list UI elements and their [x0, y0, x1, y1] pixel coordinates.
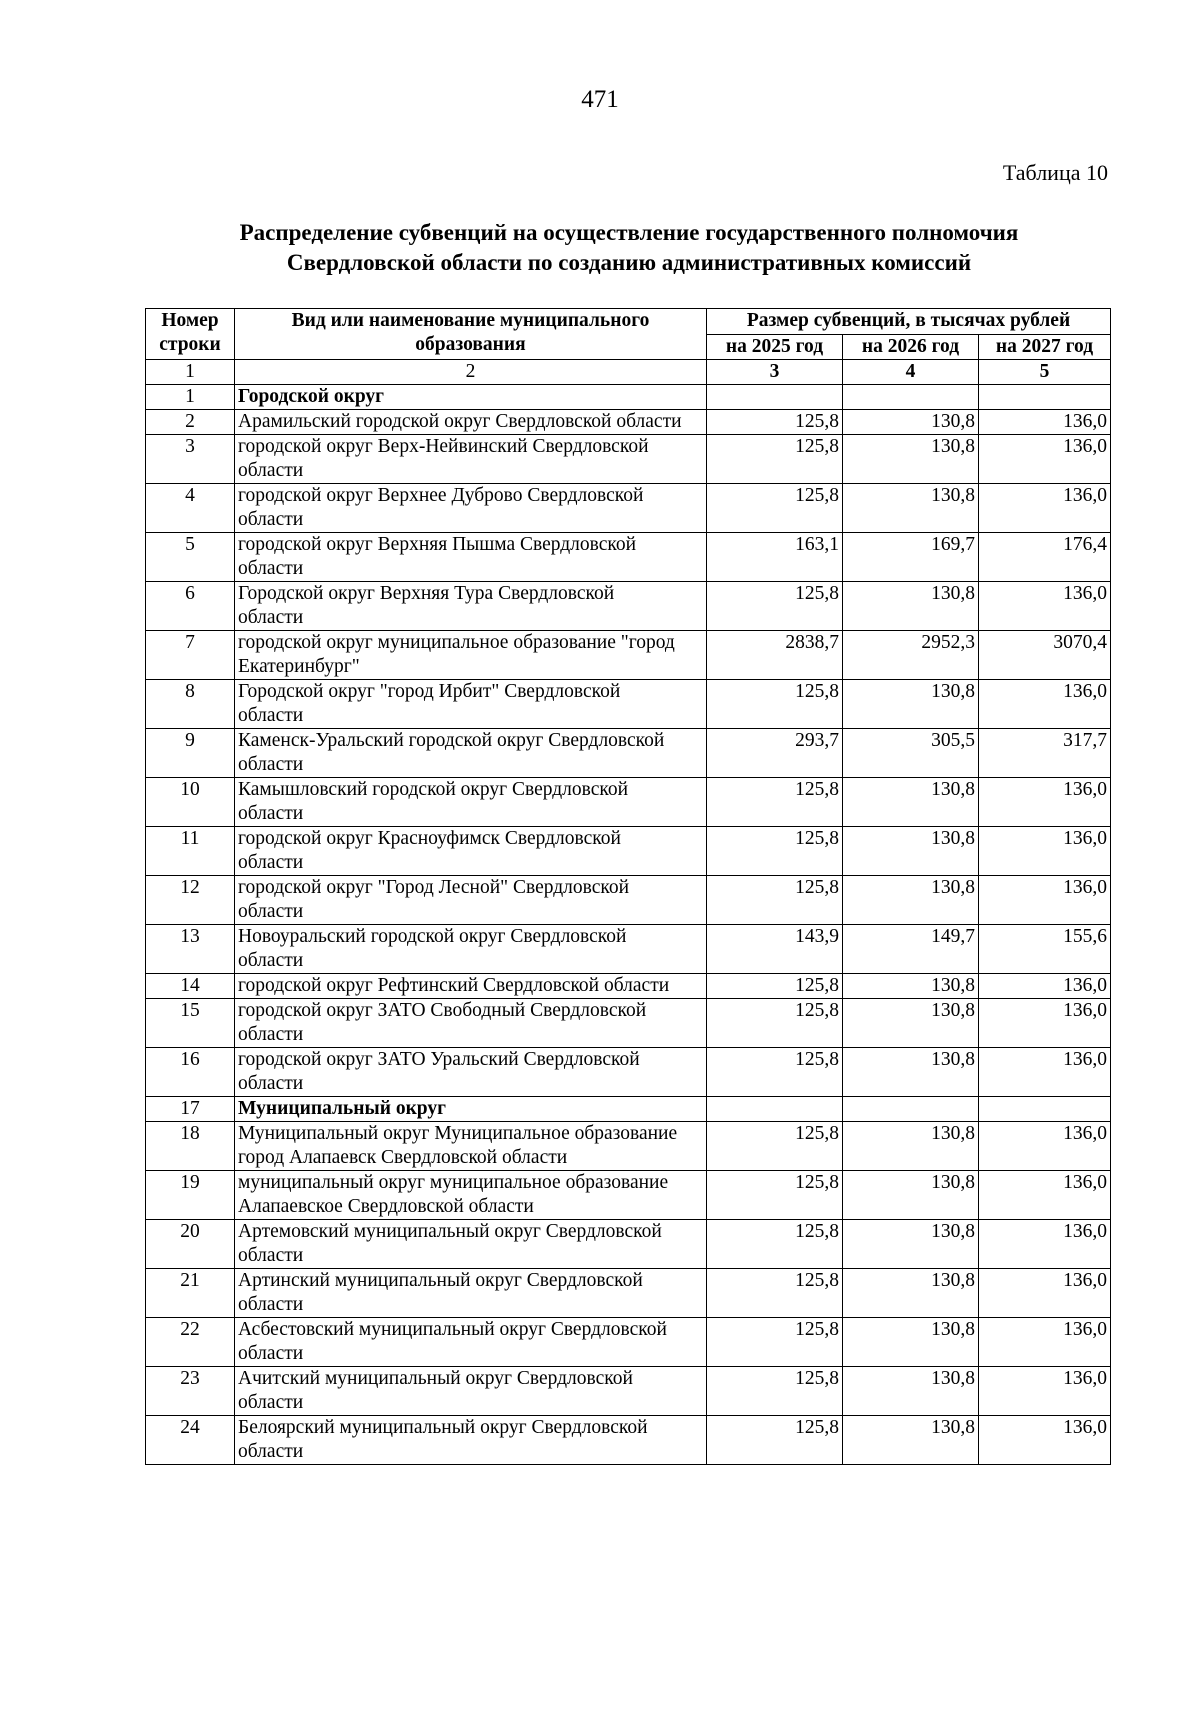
table-row — [146, 1269, 1111, 1318]
table-row — [146, 827, 1111, 876]
amount-2026: 130,8 — [843, 1269, 979, 1318]
page-number: 471 — [581, 86, 619, 113]
municipality-name-line-2: области — [238, 1343, 304, 1364]
amount-2026: 130,8 — [843, 1367, 979, 1416]
amount-2027: 136,0 — [979, 1122, 1111, 1171]
title-line-2: Свердловской области по созданию административных комиссий — [286, 250, 972, 275]
header-name — [235, 309, 707, 360]
row-number: 3 — [146, 435, 235, 484]
municipality-name — [235, 484, 707, 533]
column-number: 3 — [707, 360, 843, 385]
municipality-name — [235, 1097, 707, 1122]
amount-2027: 136,0 — [979, 1318, 1111, 1367]
amount-2026: 130,8 — [843, 876, 979, 925]
row-number: 19 — [146, 1171, 235, 1220]
row-number: 1 — [146, 385, 235, 410]
municipality-name-line-1: Городской округ Верхняя Тура Свердловской — [238, 583, 615, 604]
amount-2026: 130,8 — [843, 827, 979, 876]
header-amount-group: Размер субвенций, в тысячах рублей — [707, 309, 1111, 335]
municipality-name-line-1: Артинский муниципальный округ Свердловской — [238, 1270, 643, 1291]
header-year-2026: на 2026 год — [843, 335, 979, 360]
row-number: 11 — [146, 827, 235, 876]
amount-2025: 163,1 — [707, 533, 843, 582]
row-number: 12 — [146, 876, 235, 925]
table-row — [146, 974, 1111, 999]
municipality-name — [235, 729, 707, 778]
municipality-name-line-2: области — [238, 705, 304, 726]
amount-2027: 136,0 — [979, 1269, 1111, 1318]
municipality-name-line-2: области — [238, 852, 304, 873]
municipality-name — [235, 827, 707, 876]
amount-2025: 125,8 — [707, 484, 843, 533]
amount-2026 — [843, 385, 979, 410]
municipality-name-line-2: области — [238, 607, 304, 628]
amount-2027: 136,0 — [979, 1171, 1111, 1220]
amount-2025: 125,8 — [707, 1048, 843, 1097]
table-row — [146, 410, 1111, 435]
municipality-name-line-2: области — [238, 950, 304, 971]
amount-2026: 130,8 — [843, 1122, 979, 1171]
amount-2027 — [979, 385, 1111, 410]
municipality-name-line-2: области — [238, 1294, 304, 1315]
municipality-name — [235, 974, 707, 999]
table-row — [146, 680, 1111, 729]
municipality-name-line-1: Муниципальный округ — [238, 1098, 446, 1119]
municipality-name — [235, 1122, 707, 1171]
amount-2025: 125,8 — [707, 1367, 843, 1416]
row-number: 6 — [146, 582, 235, 631]
table-row — [146, 1048, 1111, 1097]
municipality-name-line-1: городской округ ЗАТО Свободный Свердловской — [238, 1000, 647, 1021]
amount-2027 — [979, 1097, 1111, 1122]
amount-2027: 317,7 — [979, 729, 1111, 778]
municipality-name — [235, 680, 707, 729]
column-number: 4 — [843, 360, 979, 385]
table-row — [146, 1367, 1111, 1416]
row-number: 2 — [146, 410, 235, 435]
table-row — [146, 435, 1111, 484]
amount-2027: 136,0 — [979, 680, 1111, 729]
amount-2026: 130,8 — [843, 974, 979, 999]
row-number: 13 — [146, 925, 235, 974]
table-row — [146, 925, 1111, 974]
municipality-name-line-2: Алапаевское Свердловской области — [238, 1196, 534, 1217]
amount-2025: 125,8 — [707, 1220, 843, 1269]
header-row-number — [146, 309, 235, 360]
header-year-2025: на 2025 год — [707, 335, 843, 360]
municipality-name-line-1: муниципальный округ муниципальное образование — [238, 1172, 669, 1193]
municipality-name — [235, 1367, 707, 1416]
amount-2027: 136,0 — [979, 435, 1111, 484]
municipality-name-line-2: области — [238, 1073, 304, 1094]
row-number: 7 — [146, 631, 235, 680]
column-number: 5 — [979, 360, 1111, 385]
municipality-name-line-1: городской округ Верх-Нейвинский Свердловской — [238, 436, 649, 457]
table-row — [146, 1220, 1111, 1269]
row-number: 20 — [146, 1220, 235, 1269]
municipality-name-line-2: области — [238, 1245, 304, 1266]
row-number: 5 — [146, 533, 235, 582]
amount-2025: 143,9 — [707, 925, 843, 974]
amount-2025: 125,8 — [707, 1318, 843, 1367]
municipality-name — [235, 1269, 707, 1318]
municipality-name — [235, 778, 707, 827]
municipality-name-line-2: области — [238, 509, 304, 530]
municipality-name — [235, 1318, 707, 1367]
municipality-name-line-1: Асбестовский муниципальный округ Свердловской — [238, 1319, 667, 1340]
municipality-name-line-1: Новоуральский городской округ Свердловской — [238, 926, 627, 947]
amount-2025: 125,8 — [707, 1122, 843, 1171]
amount-2027: 136,0 — [979, 999, 1111, 1048]
row-number: 24 — [146, 1416, 235, 1465]
amount-2027: 176,4 — [979, 533, 1111, 582]
municipality-name-line-2: области — [238, 901, 304, 922]
row-number: 10 — [146, 778, 235, 827]
table-label: Таблица 10 — [1002, 160, 1108, 185]
row-number: 14 — [146, 974, 235, 999]
municipality-name — [235, 435, 707, 484]
amount-2025: 125,8 — [707, 410, 843, 435]
table-row — [146, 778, 1111, 827]
table-row — [146, 999, 1111, 1048]
amount-2026: 130,8 — [843, 410, 979, 435]
row-number: 4 — [146, 484, 235, 533]
column-number: 1 — [146, 360, 235, 385]
amount-2027: 136,0 — [979, 974, 1111, 999]
amount-2027: 155,6 — [979, 925, 1111, 974]
municipality-name-line-1: Ачитский муниципальный округ Свердловской — [238, 1368, 633, 1389]
table-row — [146, 582, 1111, 631]
municipality-name-line-1: Городской округ "город Ирбит" Свердловской — [238, 681, 621, 702]
municipality-name-line-2: области — [238, 1024, 304, 1045]
amount-2027: 136,0 — [979, 1416, 1111, 1465]
table-row — [146, 1122, 1111, 1171]
municipality-name — [235, 1416, 707, 1465]
amount-2027: 136,0 — [979, 1220, 1111, 1269]
amount-2026: 130,8 — [843, 778, 979, 827]
municipality-name-line-2: области — [238, 1392, 304, 1413]
municipality-name-line-1: городской округ "Город Лесной" Свердловской — [238, 877, 630, 898]
municipality-name — [235, 1220, 707, 1269]
amount-2025 — [707, 385, 843, 410]
amount-2025: 2838,7 — [707, 631, 843, 680]
title-line-1: Распределение субвенций на осуществление государственного полномочия — [239, 220, 1019, 245]
amount-2025: 125,8 — [707, 680, 843, 729]
table-row — [146, 1097, 1111, 1122]
amount-2026: 130,8 — [843, 999, 979, 1048]
amount-2026: 130,8 — [843, 1416, 979, 1465]
row-number: 8 — [146, 680, 235, 729]
amount-2026: 130,8 — [843, 435, 979, 484]
document-title — [0, 218, 1200, 278]
amount-2026: 149,7 — [843, 925, 979, 974]
amount-2026: 130,8 — [843, 1048, 979, 1097]
municipality-name-line-2: области — [238, 1441, 304, 1462]
amount-2027: 136,0 — [979, 582, 1111, 631]
municipality-name — [235, 410, 707, 435]
amount-2025 — [707, 1097, 843, 1122]
municipality-name — [235, 385, 707, 410]
amount-2026: 169,7 — [843, 533, 979, 582]
amount-2027: 136,0 — [979, 778, 1111, 827]
amount-2026: 2952,3 — [843, 631, 979, 680]
amount-2027: 136,0 — [979, 827, 1111, 876]
municipality-name-line-1: городской округ Верхняя Пышма Свердловской — [238, 534, 637, 555]
municipality-name — [235, 1048, 707, 1097]
amount-2027: 136,0 — [979, 484, 1111, 533]
amount-2027: 136,0 — [979, 1048, 1111, 1097]
amount-2026: 130,8 — [843, 1318, 979, 1367]
amount-2025: 125,8 — [707, 876, 843, 925]
municipality-name-line-1: городской округ муниципальное образование "город — [238, 632, 675, 653]
amount-2025: 125,8 — [707, 778, 843, 827]
row-number: 17 — [146, 1097, 235, 1122]
municipality-name-line-1: Белоярский муниципальный округ Свердловской — [238, 1417, 648, 1438]
amount-2027: 136,0 — [979, 410, 1111, 435]
row-number: 18 — [146, 1122, 235, 1171]
municipality-name — [235, 925, 707, 974]
amount-2025: 125,8 — [707, 1269, 843, 1318]
municipality-name-line-2: области — [238, 460, 304, 481]
row-number: 23 — [146, 1367, 235, 1416]
row-number: 22 — [146, 1318, 235, 1367]
header-row-number-line-1: Номер — [161, 310, 219, 331]
municipality-name — [235, 533, 707, 582]
table-row — [146, 1171, 1111, 1220]
amount-2027: 3070,4 — [979, 631, 1111, 680]
table-row — [146, 631, 1111, 680]
amount-2026: 130,8 — [843, 1171, 979, 1220]
amount-2025: 125,8 — [707, 1171, 843, 1220]
amount-2027: 136,0 — [979, 1367, 1111, 1416]
table-row — [146, 484, 1111, 533]
subvention-table — [145, 308, 1111, 1465]
municipality-name-line-1: городской округ Верхнее Дуброво Свердловской — [238, 485, 644, 506]
column-number: 2 — [235, 360, 707, 385]
row-number: 16 — [146, 1048, 235, 1097]
amount-2026: 130,8 — [843, 1220, 979, 1269]
amount-2026: 130,8 — [843, 484, 979, 533]
municipality-name-line-2: области — [238, 558, 304, 579]
municipality-name — [235, 999, 707, 1048]
table-row — [146, 533, 1111, 582]
municipality-name-line-1: городской округ Рефтинский Свердловской области — [238, 975, 670, 996]
municipality-name-line-2: Екатеринбург" — [238, 656, 360, 677]
municipality-name-line-1: Муниципальный округ Муниципальное образование — [238, 1123, 678, 1144]
table-row — [146, 729, 1111, 778]
municipality-name-line-1: Каменск-Уральский городской округ Свердловской — [238, 730, 665, 751]
municipality-name — [235, 582, 707, 631]
municipality-name-line-1: городской округ ЗАТО Уральский Свердловской — [238, 1049, 640, 1070]
amount-2027: 136,0 — [979, 876, 1111, 925]
amount-2025: 125,8 — [707, 1416, 843, 1465]
table-row — [146, 1416, 1111, 1465]
municipality-name-line-2: области — [238, 754, 304, 775]
row-number: 15 — [146, 999, 235, 1048]
row-number: 21 — [146, 1269, 235, 1318]
table-row — [146, 385, 1111, 410]
amount-2026 — [843, 1097, 979, 1122]
header-row-number-line-2: строки — [159, 334, 221, 355]
amount-2025: 125,8 — [707, 999, 843, 1048]
header-year-2027: на 2027 год — [979, 335, 1111, 360]
municipality-name-line-1: городской округ Красноуфимск Свердловской — [238, 828, 621, 849]
municipality-name-line-1: Арамильский городской округ Свердловской области — [238, 411, 682, 432]
amount-2025: 125,8 — [707, 435, 843, 484]
header-name-line-2: образования — [415, 334, 526, 355]
amount-2026: 130,8 — [843, 680, 979, 729]
row-number: 9 — [146, 729, 235, 778]
amount-2026: 305,5 — [843, 729, 979, 778]
municipality-name — [235, 631, 707, 680]
municipality-name-line-1: Городской округ — [238, 386, 385, 407]
municipality-name — [235, 876, 707, 925]
municipality-name-line-2: области — [238, 803, 304, 824]
municipality-name — [235, 1171, 707, 1220]
amount-2025: 125,8 — [707, 974, 843, 999]
municipality-name-line-1: Камышловский городской округ Свердловской — [238, 779, 629, 800]
municipality-name-line-2: город Алапаевск Свердловской области — [238, 1147, 568, 1168]
amount-2025: 125,8 — [707, 582, 843, 631]
amount-2026: 130,8 — [843, 582, 979, 631]
amount-2025: 125,8 — [707, 827, 843, 876]
header-name-line-1: Вид или наименование муниципального — [291, 310, 650, 331]
municipality-name-line-1: Артемовский муниципальный округ Свердловской — [238, 1221, 662, 1242]
amount-2025: 293,7 — [707, 729, 843, 778]
table-row — [146, 876, 1111, 925]
table-row — [146, 1318, 1111, 1367]
